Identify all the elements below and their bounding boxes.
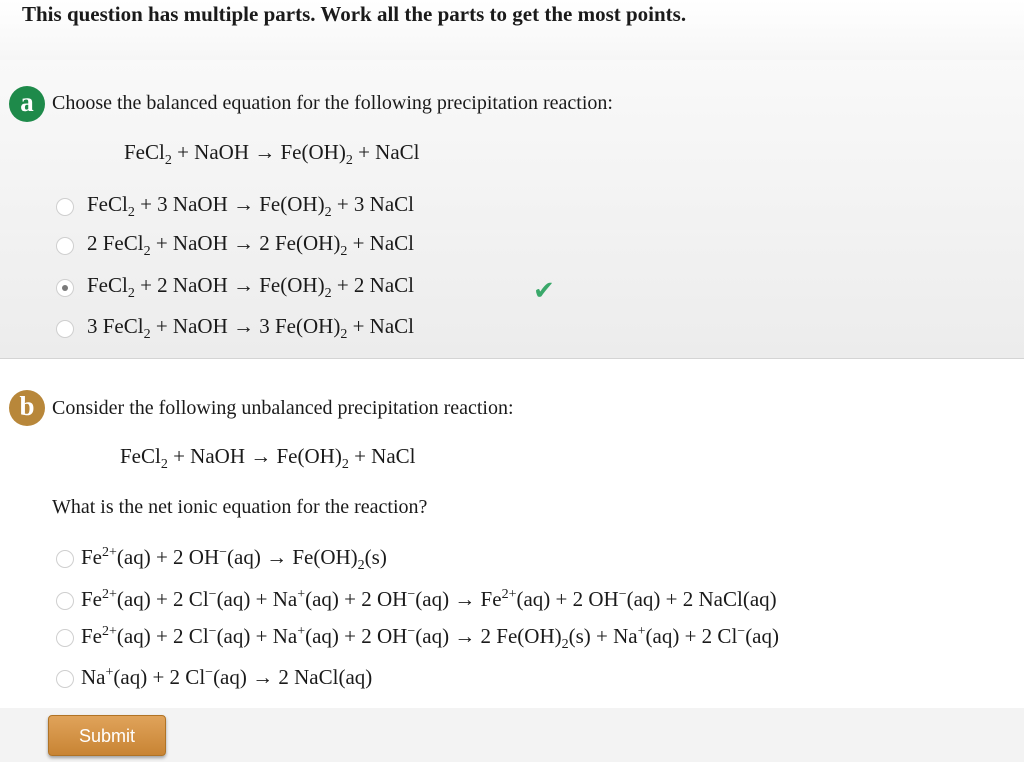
option-equation: FeCl$_2$ + 3 NaOH → $Fe(OH)_2 + 3$ NaCl <box>87 192 414 221</box>
instructions-header <box>0 0 1024 60</box>
option-equation: FeCl$_2$ + 2 NaOH → $Fe(OH)_2 + 2$ NaCl <box>87 273 414 302</box>
instructions-text: This question has multiple parts. Work all the parts to get the most points. <box>22 2 687 26</box>
part-b-prompt: Consider the following unbalanced precipitation reaction: <box>52 397 514 419</box>
part-b-question: What is the net ionic equation for the reaction? <box>52 496 428 518</box>
radio-button[interactable] <box>56 320 74 338</box>
part-b-badge: b <box>9 390 45 426</box>
radio-button[interactable] <box>56 198 74 216</box>
part-a-reaction: FeCl$_2$ + NaOH → $Fe(OH)_2$ + NaCl <box>124 140 420 169</box>
radio-button[interactable] <box>56 550 74 568</box>
option-equation: $Fe^{2+}(aq) + 2$ Cl−(aq) + Na+(aq) + 2 $OH^-(aq) \to Fe^{2+}(aq) + 2$ OH−(aq) + 2 NaCl(aq) <box>81 587 777 611</box>
option-equation: $Fe^{2+}(aq) + 2$ Cl−(aq) + Na+(aq) + 2 OH−(aq) → 2 $Fe(OH)_2(s) + Na^+(aq) + 2$ Cl−(aq) <box>81 624 779 653</box>
radio-button[interactable] <box>56 629 74 647</box>
option-equation: 2 FeCl$_2$ + NaOH → 2 $Fe(OH)_2$ + NaCl <box>87 231 414 260</box>
submit-button[interactable]: Submit <box>48 715 166 756</box>
checkmark-icon: ✔ <box>533 276 555 306</box>
part-b-reaction: FeCl$_2$ + NaOH → $Fe(OH)_2$ + NaCl <box>120 444 416 473</box>
radio-button-selected[interactable] <box>56 279 74 297</box>
option-equation: 3 FeCl$_2$ + NaOH → 3 $Fe(OH)_2$ + NaCl <box>87 314 414 343</box>
part-a-prompt: Choose the balanced equation for the following precipitation reaction: <box>52 92 613 114</box>
option-equation: $Fe^{2+}(aq) + 2$ $OH^-(aq) \to Fe(OH)_2(s)$ <box>81 545 387 574</box>
part-a-badge: a <box>9 86 45 122</box>
part-a-section <box>0 60 1024 359</box>
part-b-section <box>0 359 1024 708</box>
option-equation: Na+(aq) + 2 Cl−(aq) → 2 NaCl(aq) <box>81 665 373 689</box>
radio-button[interactable] <box>56 592 74 610</box>
radio-button[interactable] <box>56 237 74 255</box>
radio-button[interactable] <box>56 670 74 688</box>
